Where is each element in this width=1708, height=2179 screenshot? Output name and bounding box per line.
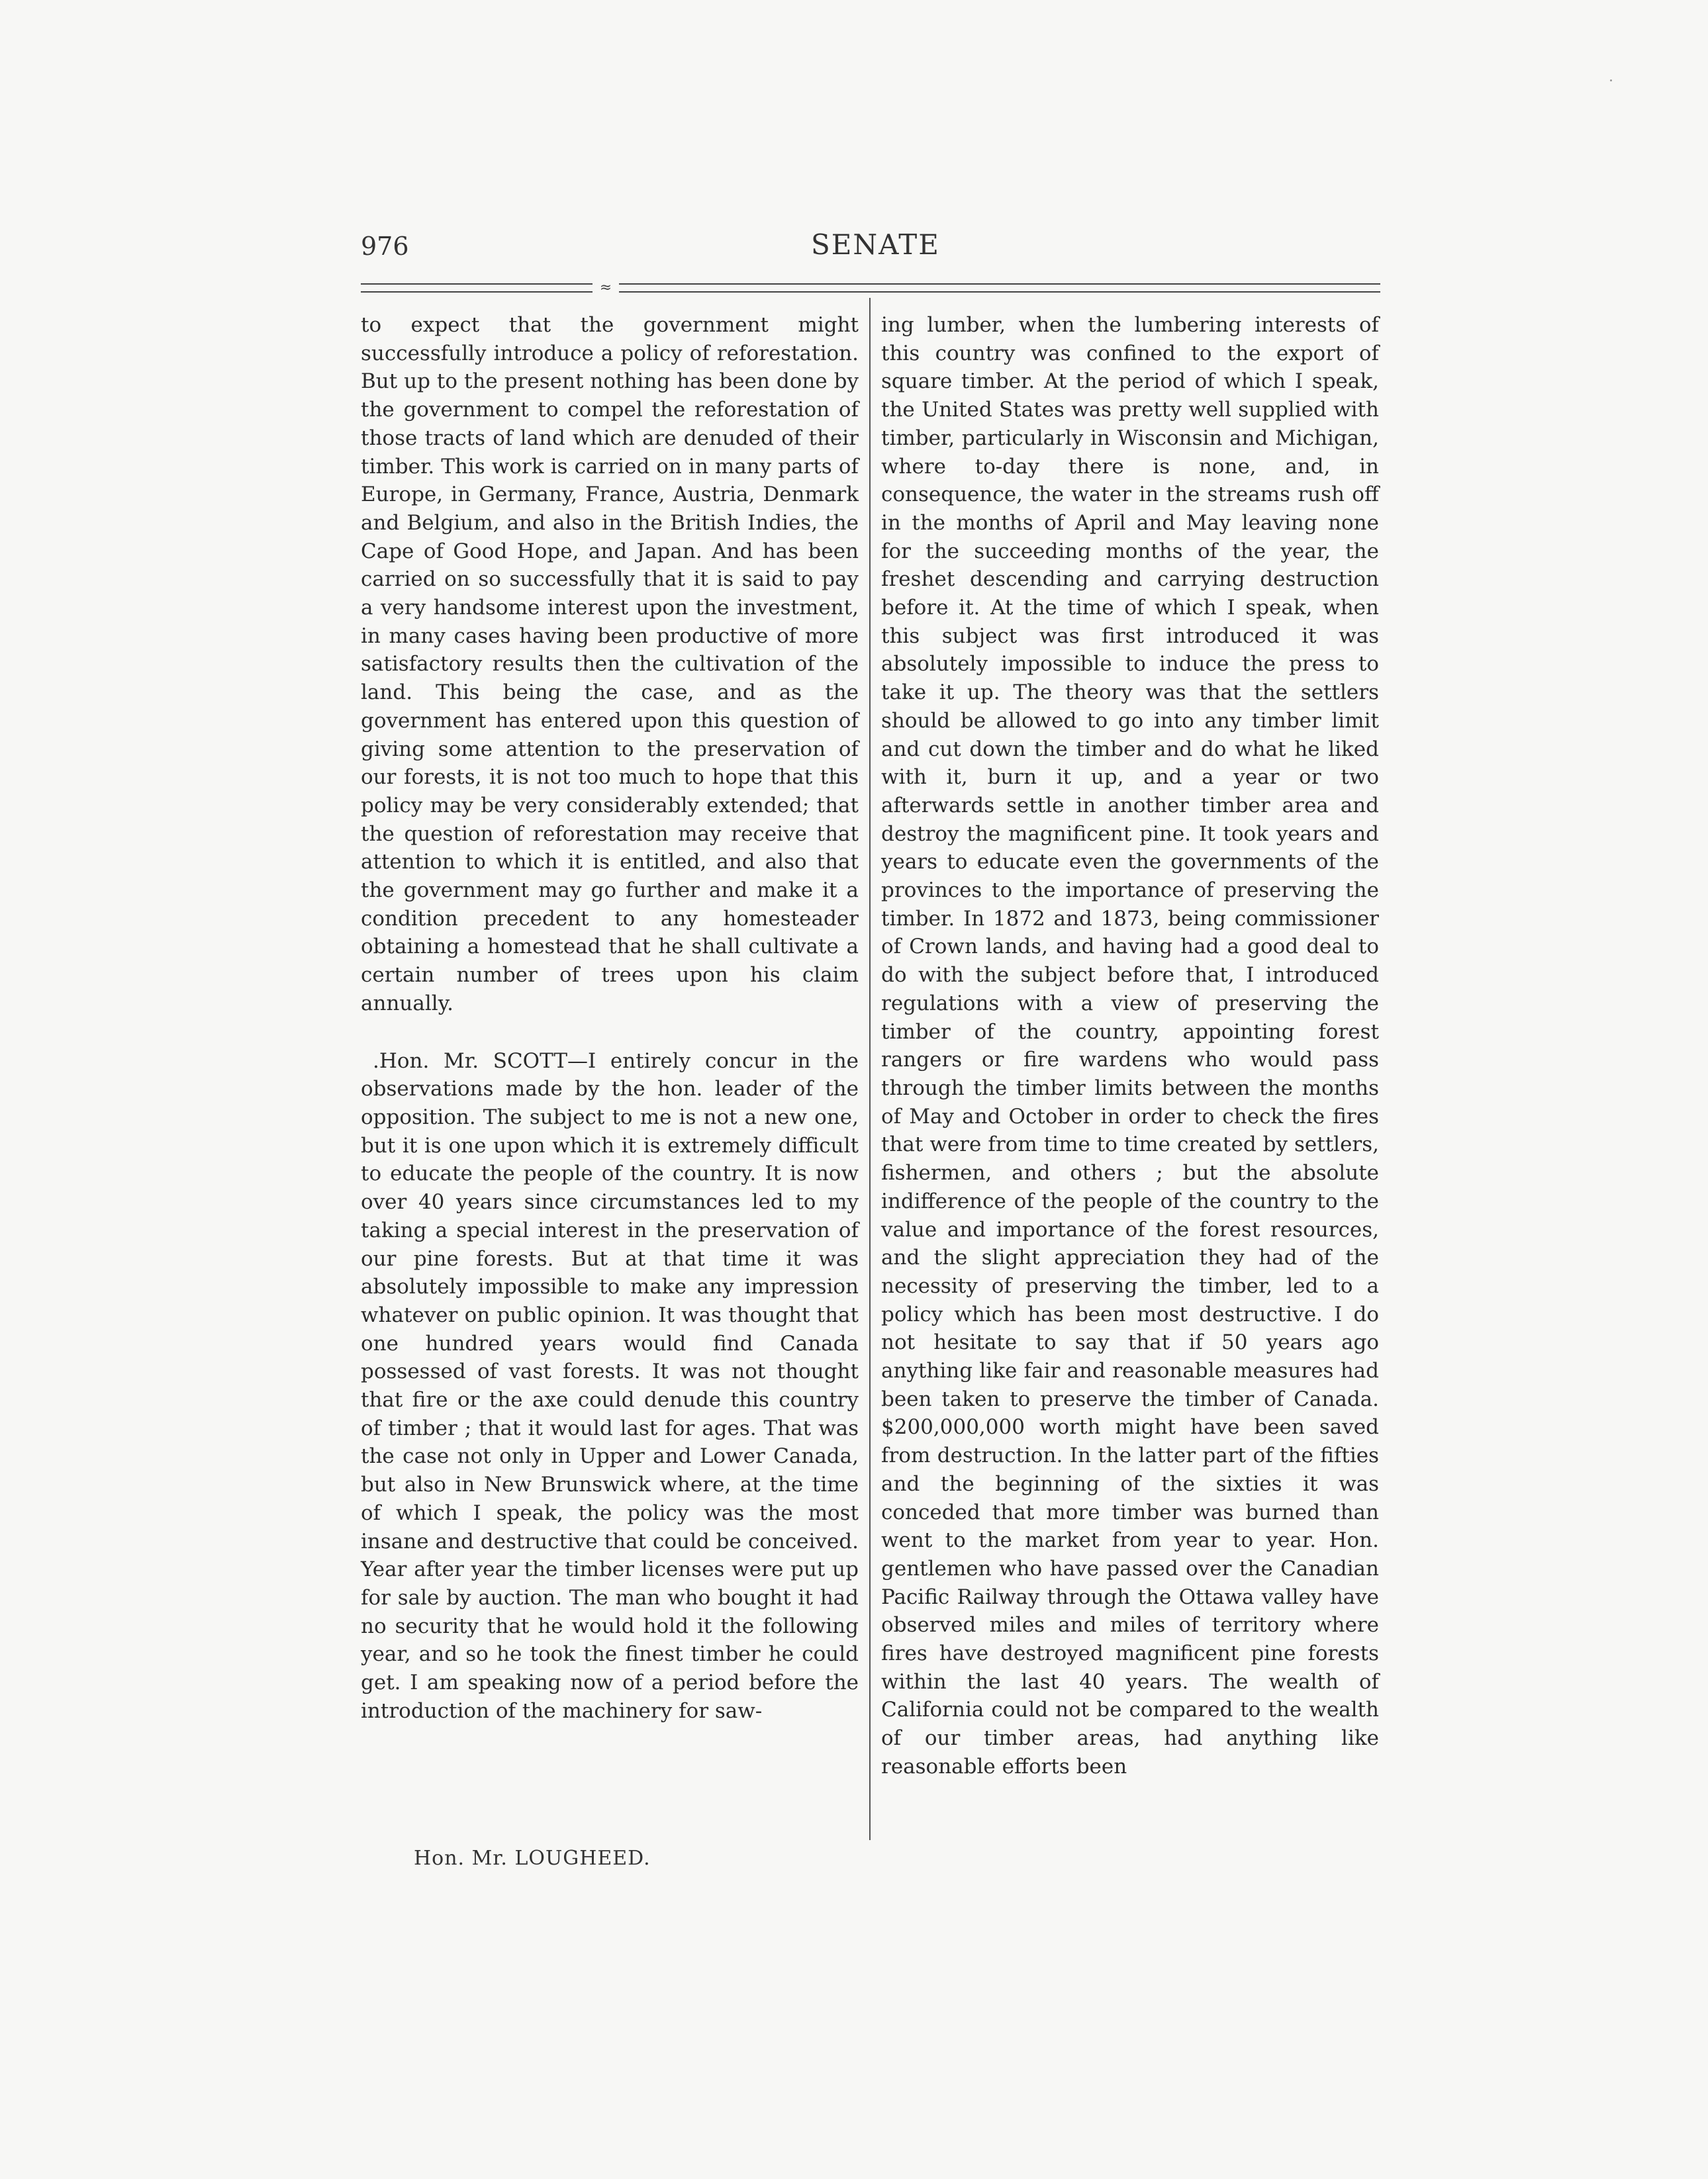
ornament-glyph: ≈	[593, 279, 619, 297]
column-divider	[869, 298, 871, 1840]
header-rule-line-upper	[361, 283, 1380, 285]
left-paragraph-2: .Hon. Mr. SCOTT—I entirely concur in the observations made by the hon. leader of the opposition. The subject to me is not a new one, but it is one upon which it is extremely difficult to educate the people of the country. It is now over 40 years since circumstances led to my taking a special interest in the preservation of our pine forests. But at that time it was absolutely impossible to make any impression whatever on public opinion. It was thought that one hundred years would find Canada possessed of vast forests. It was not thought that fire or the axe could denude this country of timber ; that it would last for ages. That was the case not only in Upper and Lower Canada, but also in New Brunswick where, at the time of which I speak, the policy was the most insane and destructive that could be conceived. Year after year the timber licenses were put up for sale by auction. The man who bought it had no security that he would hold it the following year, and so he took the finest timber he could get. I am speaking now of a period before the introduction of the machinery for saw-	[361, 1048, 859, 1723]
header-rule	[361, 279, 1380, 296]
footer-signature: Hon. Mr. LOUGHEED.	[414, 1847, 651, 1870]
left-column	[361, 311, 859, 1725]
right-column	[881, 311, 1379, 1781]
right-paragraph-1: ing lumber, when the lumbering interests of this country was confined to the export of square timber. At the period of which I speak, the United States was pretty well supplied with timber, particularly in Wisconsin and Michigan, where to-day there is none, and, in consequence, the water in the streams rush off in the months of April and May leaving none for the succeeding months of the year, the freshet descending and carrying destruction before it. At the time of which I speak, when this subject was first introduced it was absolutely impossible to induce the press to take it up. The theory was that the settlers should be allowed to go into any timber limit and cut down the timber and do what he liked with it, burn it up, and a year or two afterwards settle in another timber area and destroy the magnificent pine. It took years and years to educate even the governments of the provinces to the importance of preserving the timber. In 1872 and 1873, being commissioner of Crown lands, and having had a good deal to do with the subject before that, I introduced regulations with a view of preserving the timber of the country, appointing forest rangers or fire wardens who would pass through the timber limits between the months of May and October in order to check the fires that were from time to time created by settlers, fishermen, and others ; but the absolute indifference of the people of the country to the value and importance of the forest resources, and the slight appreciation they had of the necessity of preserving the timber, led to a policy which has been most destructive. I do not hesitate to say that if 50 years ago anything like fair and reasonable measures had been taken to preserve the timber of Canada. $200,000,000 worth might have been saved from destruction. In the latter part of the fifties and the beginning of the sixties it was conceded that more timber was burned than went to the market from year to year. Hon. gentlemen who have passed over the Canadian Pacific Railway through the Ottawa valley have observed miles and miles of territory where fires have destroyed magnificent pine forests within the last 40 years. The wealth of California could not be compared to the wealth of our timber areas, had anything like reasonable efforts been	[881, 313, 1379, 1779]
scan-speck	[1610, 79, 1612, 81]
running-head: SENATE	[811, 228, 940, 261]
page-number: 976	[361, 232, 409, 261]
header-rule-line-lower	[361, 291, 1380, 293]
left-paragraph-1: to expect that the government might successfully introduce a policy of reforestation. But up to the present nothing has been done by the government to compel the reforestation of those tracts of land which are denuded of their timber. This work is carried on in many parts of Europe, in Germany, France, Austria, Denmark and Belgium, and also in the British Indies, the Cape of Good Hope, and Japan. And has been carried on so successfully that it is said to pay a very handsome interest upon the investment, in many cases having been productive of more satisfactory results then the cultivation of the land. This being the case, and as the government has entered upon this question of giving some attention to the preservation of our forests, it is not too much to hope that this policy may be very considerably extended; that the question of reforestation may receive that attention to which it is entitled, and also that the government may go further and make it a condition precedent to any homesteader obtaining a homestead that he shall cultivate a certain number of trees upon his claim annually.	[361, 313, 859, 1015]
